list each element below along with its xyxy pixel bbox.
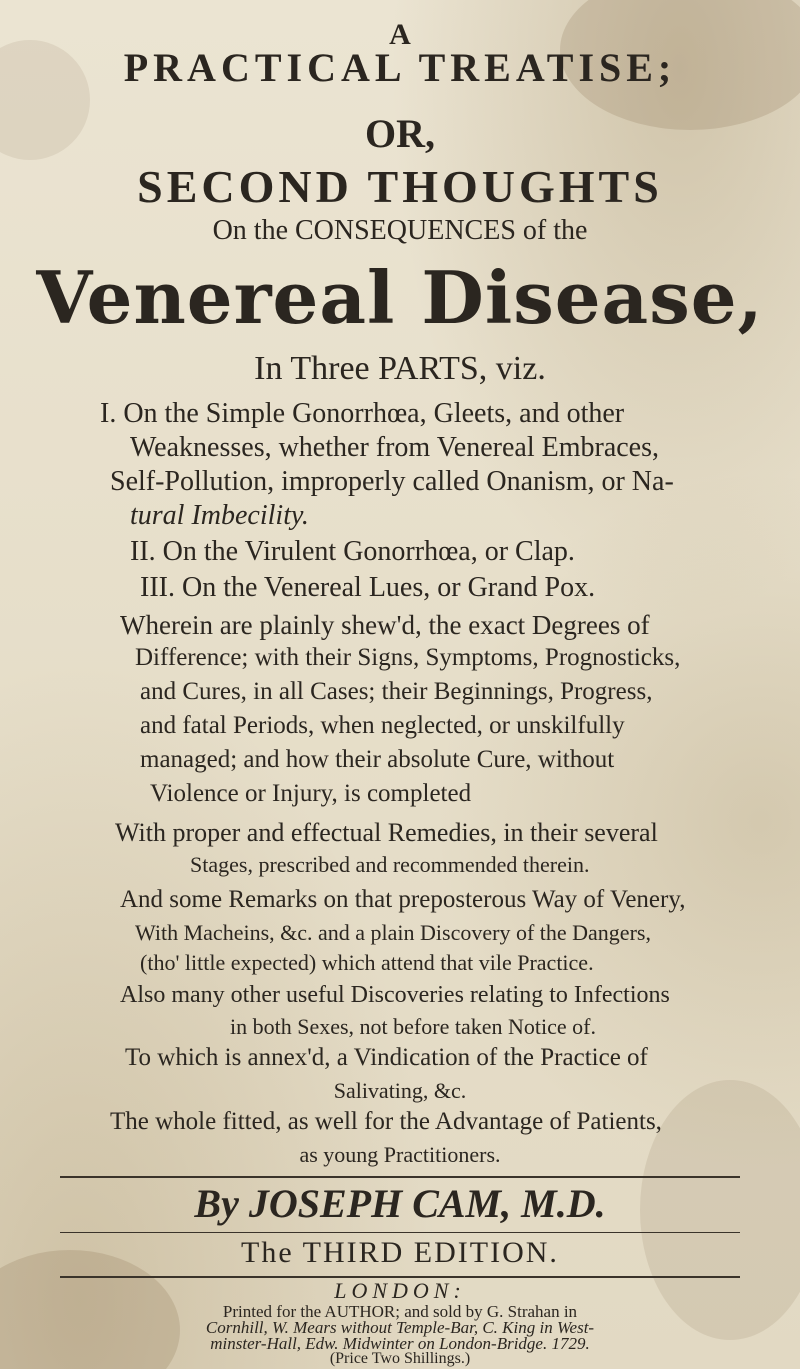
remedies-line: Stages, prescribed and recommended therein. [190,852,590,877]
article-a: A [389,18,411,51]
title-venereal-disease: Venereal Disease, [36,255,764,340]
part-1-line: Weaknesses, whether from Venereal Embraces, [130,432,660,463]
fitted-line: as young Practitioners. [299,1142,501,1167]
part-1-line: tural Imbecility. [130,500,309,531]
divider [60,1176,740,1178]
also-line: in both Sexes, not before taken Notice of. [230,1014,596,1039]
imprint-line: minster-Hall, Edw. Midwinter on London-Bridge. 1729. [210,1334,590,1353]
subtitle-consequences: On the CONSEQUENCES of the [212,215,588,246]
remarks-line: With Macheins, &c. and a plain Discovery of the Dangers, [135,920,651,945]
wherein-line: Violence or Injury, is completed [150,780,472,807]
part-1-line: Self-Pollution, improperly called Onanism, or Na- [110,466,674,497]
wherein-line: Wherein are plainly shew'd, the exact Degrees of [120,610,650,640]
imprint-line: Printed for the AUTHOR; and sold by G. Strahan in [222,1302,578,1321]
remarks-line: (tho' little expected) which attend that vile Practice. [140,950,594,975]
remarks-line: And some Remarks on that preposterous Way of Venery, [120,886,686,913]
part-3-line: III. On the Venereal Lues, or Grand Pox. [140,572,596,603]
author-line: By JOSEPH CAM, M.D. [194,1181,606,1226]
wherein-line: and fatal Periods, when neglected, or unskilfully [140,712,625,739]
fitted-line: The whole fitted, as well for the Advantage of Patients, [110,1108,662,1135]
wherein-line: Difference; with their Signs, Symptoms, Prognosticks, [135,644,681,671]
title-practical-treatise: PRACTICAL TREATISE; [123,45,677,90]
edition-line: The THIRD EDITION. [241,1236,559,1269]
part-1-line: I. On the Simple Gonorrhœa, Gleets, and other [100,398,625,429]
title-second-thoughts: SECOND THOUGHTS [137,161,663,212]
imprint-line: Cornhill, W. Mears without Temple-Bar, C. King in West- [205,1318,595,1337]
imprint-place: LONDON: [334,1278,466,1303]
also-line: Also many other useful Discoveries relating to Infections [120,982,670,1008]
vindication-line: Salivating, &c. [333,1078,467,1103]
three-parts-heading: In Three PARTS, viz. [254,350,546,387]
title-or: OR, [365,111,435,156]
wherein-line: managed; and how their absolute Cure, without [140,746,615,773]
vindication-line: To which is annex'd, a Vindication of the Practice of [125,1044,648,1071]
part-2-line: II. On the Virulent Gonorrhœa, or Clap. [130,536,575,567]
divider [60,1232,740,1233]
remedies-line: With proper and effectual Remedies, in their several [115,818,658,847]
price-line: (Price Two Shillings.) [329,1350,471,1367]
wherein-line: and Cures, in all Cases; their Beginnings, Progress, [140,678,653,705]
